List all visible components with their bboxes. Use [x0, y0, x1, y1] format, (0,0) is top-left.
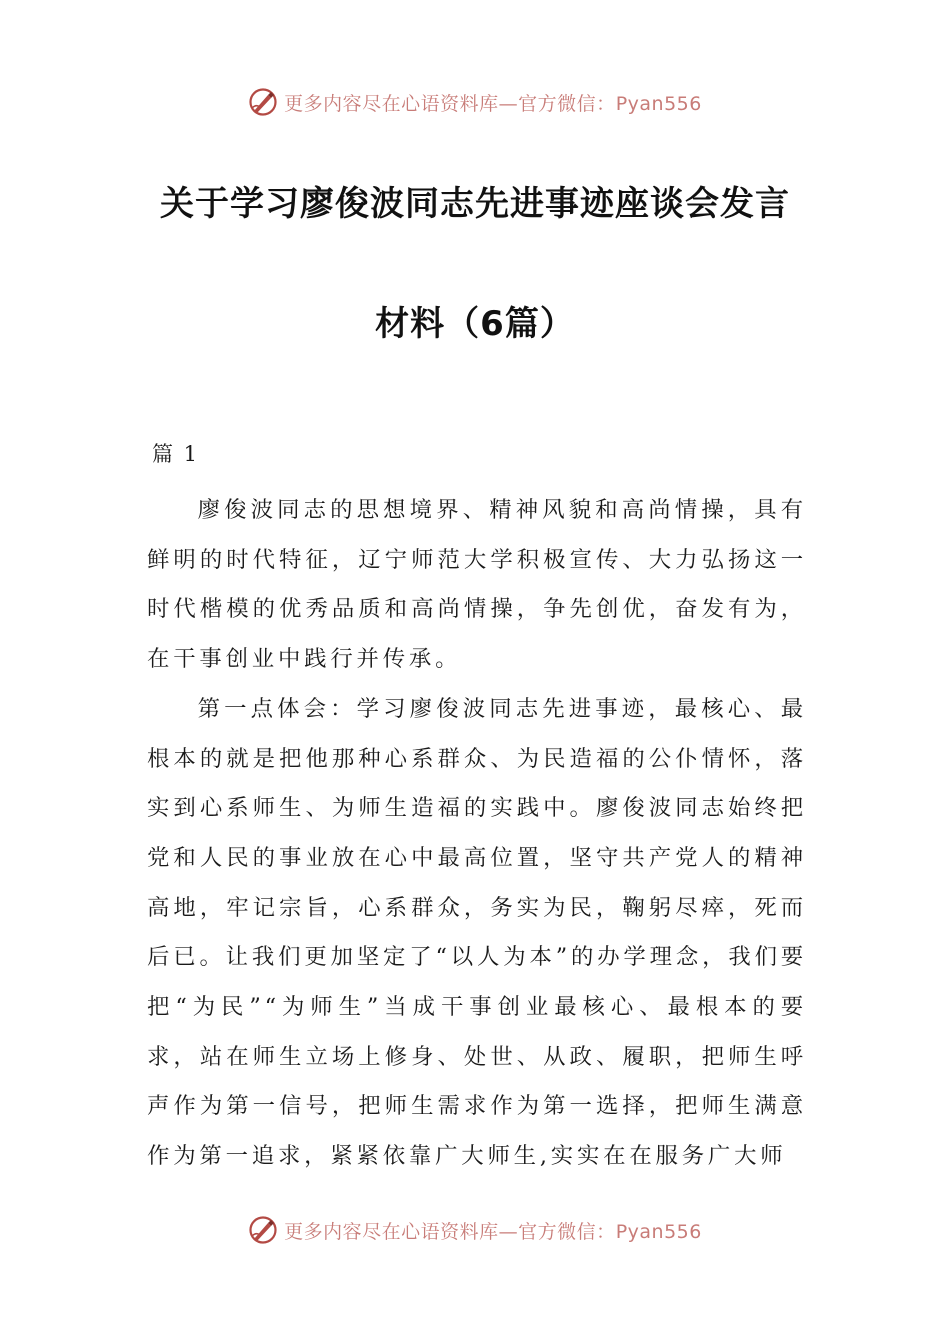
document-title-line-1: 关于学习廖俊波同志先进事迹座谈会发言: [160, 184, 790, 224]
header-watermark: [0, 84, 950, 120]
section-label: 篇 1: [152, 442, 200, 466]
pen-circle-logo-icon: [248, 87, 278, 117]
watermark-contact-id: Pyan556: [615, 1220, 702, 1243]
pen-circle-logo-icon: [248, 1215, 278, 1245]
watermark-brand: 更多内容尽在心语资料库: [284, 1220, 499, 1243]
watermark-contact-label: 官方微信：: [518, 92, 616, 115]
watermark-text: [284, 89, 702, 116]
footer-watermark: [0, 1212, 950, 1248]
paragraph-2: 第一点体会：学习廖俊波同志先进事迹，最核心、最根本的就是把他那种心系群众、为民造福的公仆情怀，落实到心系师生、为师生造福的实践中。廖俊波同志始终把党和人民的事业放在心中最高位置，坚守共产党人的精神高地，牢记宗旨，心系群众，务实为民，鞠躬尽瘁，死而后已。让我们更加坚定了“以人为本”的办学理念，我们要把“为民”“为师生”当成干事创业最核心、最根本的要求，站在师生立场上修身、处世、从政、履职，把师生呼声作为第一信号，把师生需求作为第一选择，把师生满意作为第一追求，紧紧依靠广大师生,实实在在服务广大师: [147, 695, 807, 1170]
watermark-contact-id: Pyan556: [615, 92, 702, 115]
watermark-separator: —: [498, 92, 519, 115]
watermark-text: [284, 1217, 702, 1244]
document-title-line-2: 材料（6篇）: [375, 304, 575, 344]
watermark-brand: 更多内容尽在心语资料库: [284, 92, 499, 115]
watermark-separator: —: [498, 1220, 519, 1243]
document-body: [147, 486, 807, 1182]
watermark-contact-label: 官方微信：: [518, 1220, 616, 1243]
paragraph-1: 廖俊波同志的思想境界、精神风貌和高尚情操，具有鲜明的时代特征，辽宁师范大学积极宣传、大力弘扬这一时代楷模的优秀品质和高尚情操，争先创优，奋发有为，在干事创业中践行并传承。: [147, 497, 807, 673]
